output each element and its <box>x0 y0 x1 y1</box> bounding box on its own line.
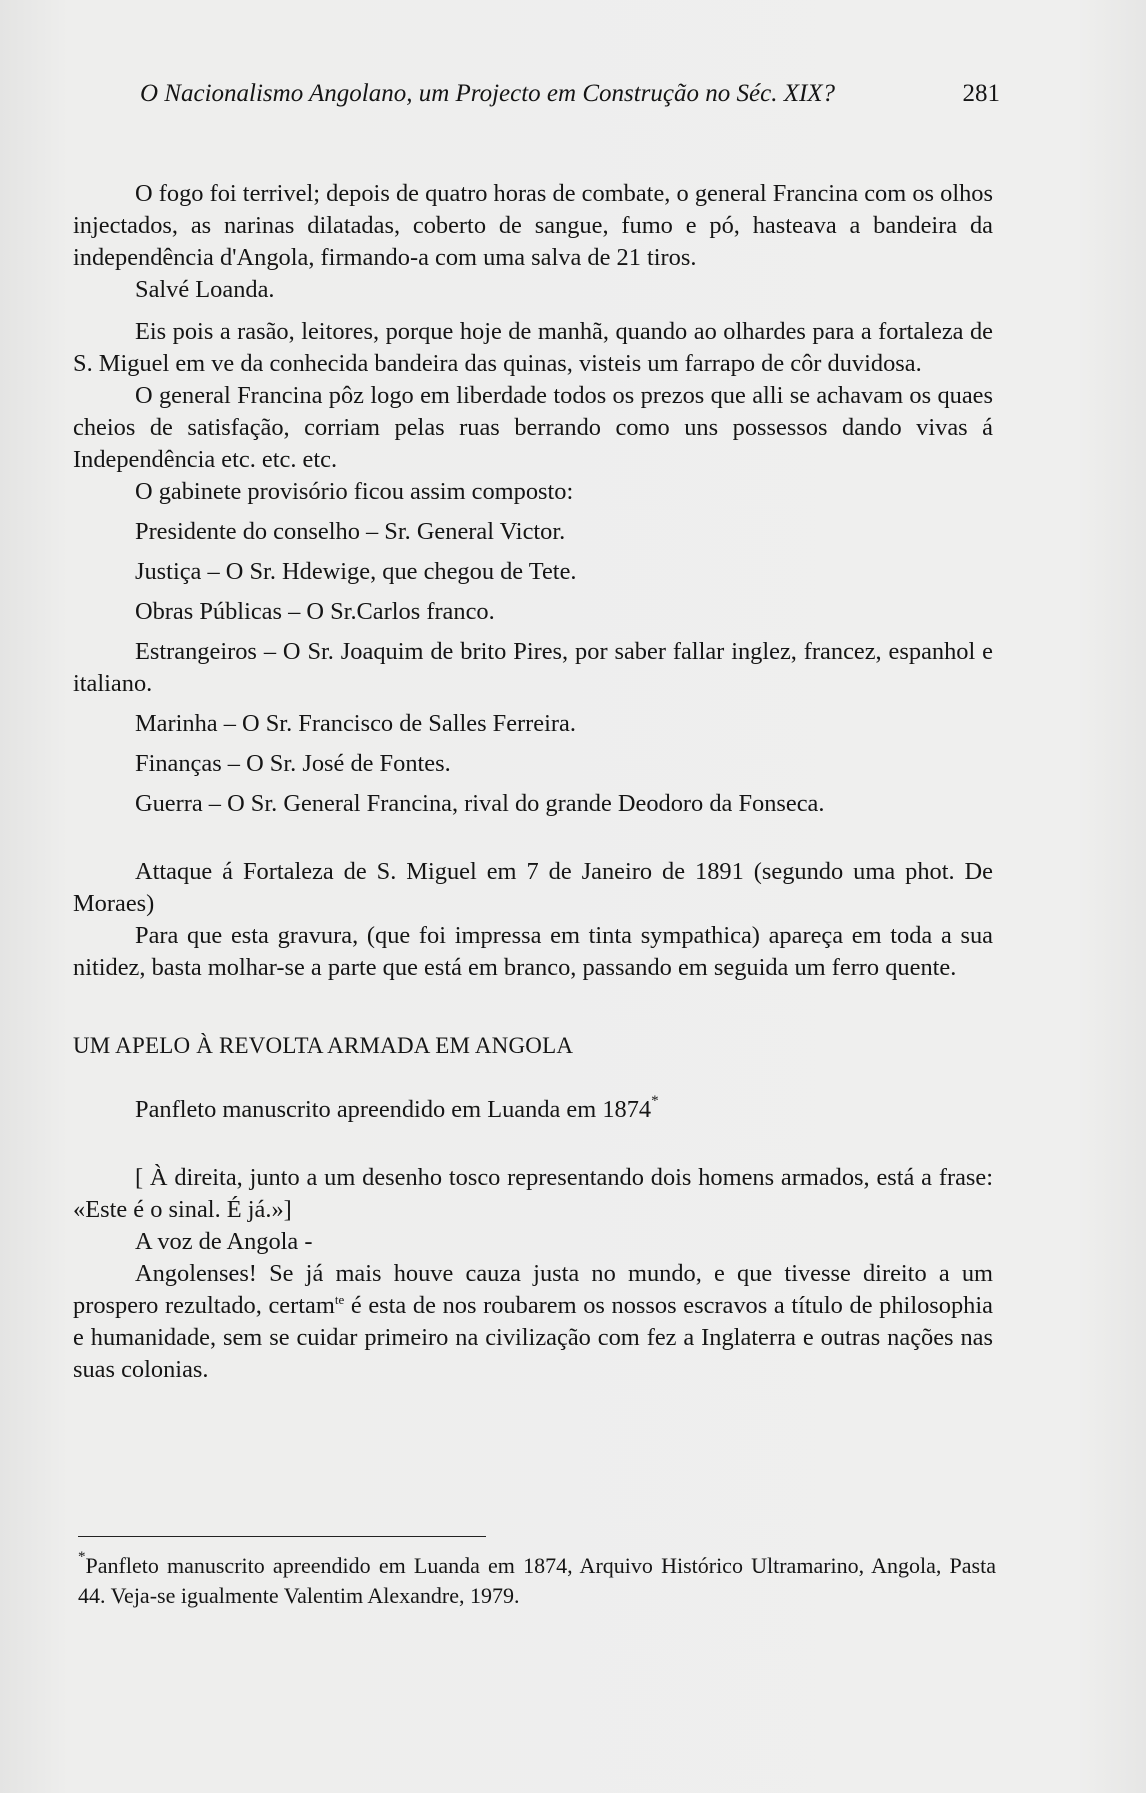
cabinet-item: Guerra – O Sr. General Francina, rival do grande Deodoro da Fonseca. <box>135 790 825 817</box>
section-heading: UM APELO À REVOLTA ARMADA EM ANGOLA <box>73 1033 574 1058</box>
cabinet-item: Finanças – O Sr. José de Fontes. <box>135 750 451 777</box>
paragraph-combate: O fogo foi terrivel; depois de quatro horas de combate, o general Francina com os olhos injectados, as narinas dilatadas, coberto de sangue, fumo e pó, hasteava a bandeira da independência d'Angola, firmando-a com uma salva de 21 tiros. <box>73 180 993 271</box>
pamphlet-voice: A voz de Angola - <box>135 1228 313 1255</box>
footnote-marker: * <box>78 1549 86 1565</box>
pamphlet-text: Angolenses! Se já mais houve cauza justa no mundo, e que tivesse direito a um prospero rezultado, certam$^{te}$ é esta de nos roubarem os nossos escravos a título de philosophia e humanidade, sem se cuidar primeiro na civilização com fez a Inglaterra e outras nações nas suas colonias. <box>73 1260 993 1383</box>
cabinet-item: Presidente do conselho – Sr. General Victor. <box>135 518 566 545</box>
paragraph-salve: Salvé Loanda. <box>135 276 275 303</box>
illustration-caption: Attaque á Fortaleza de S. Miguel em 7 de Janeiro de 1891 (segundo uma phot. De Moraes) <box>73 858 993 917</box>
gravura-note: Para que esta gravura, (que foi impressa em tinta sympathica) apareça em toda a sua nitidez, basta molhar-se a parte que está em branco, passando em seguida um ferro quente. <box>73 922 993 981</box>
running-title: O Nacionalismo Angolano, um Projecto em Construção no Séc. XIX? <box>140 80 836 107</box>
footnote <box>78 1551 996 1611</box>
running-head <box>140 80 1000 108</box>
footnote-text: Panfleto manuscrito apreendido em Luanda em 1874, Arquivo Histórico Ultramarino, Angola, Pasta 44. Veja-se igualmente Valentim Alexandre, 1979. <box>78 1553 996 1608</box>
page-body <box>73 178 993 1386</box>
pamphlet-section <box>73 1094 993 1386</box>
paragraph-liberdade: O general Francina pôz logo em liberdade todos os prezos que alli se achavam os quaes cheios de satisfação, corriam pelas ruas berrando como uns possessos dando vivas á Independência etc. etc. etc. <box>73 382 993 473</box>
footnote-marker: * <box>651 1093 659 1109</box>
cabinet-list <box>73 516 993 820</box>
footnote-divider <box>78 1536 486 1537</box>
bracket-note: [ À direita, junto a um desenho tosco representando dois homens armados, está a frase: «Este é o sinal. É já.»] <box>73 1164 993 1223</box>
paragraph-gabinete: O gabinete provisório ficou assim composto: <box>135 478 574 505</box>
pamphlet-intro: Panfleto manuscrito apreendido em Luanda em 1874* <box>135 1093 659 1123</box>
cabinet-item: Justiça – O Sr. Hdewige, que chegou de Tete. <box>135 558 577 585</box>
abbreviation-superscript: te <box>334 1292 345 1307</box>
cabinet-item: Estrangeiros – O Sr. Joaquim de brito Pires, por saber fallar inglez, francez, espanhol e italiano. <box>73 638 993 697</box>
paragraph-rasao: Eis pois a rasão, leitores, porque hoje de manhã, quando ao olhardes para a fortaleza de S. Miguel em ve da conhecida bandeira das quinas, visteis um farrapo de côr duvidosa. <box>73 318 993 377</box>
page-number: 281 <box>962 80 1000 107</box>
cabinet-item: Obras Públicas – O Sr.Carlos franco. <box>135 598 495 625</box>
cabinet-item: Marinha – O Sr. Francisco de Salles Ferreira. <box>135 710 576 737</box>
